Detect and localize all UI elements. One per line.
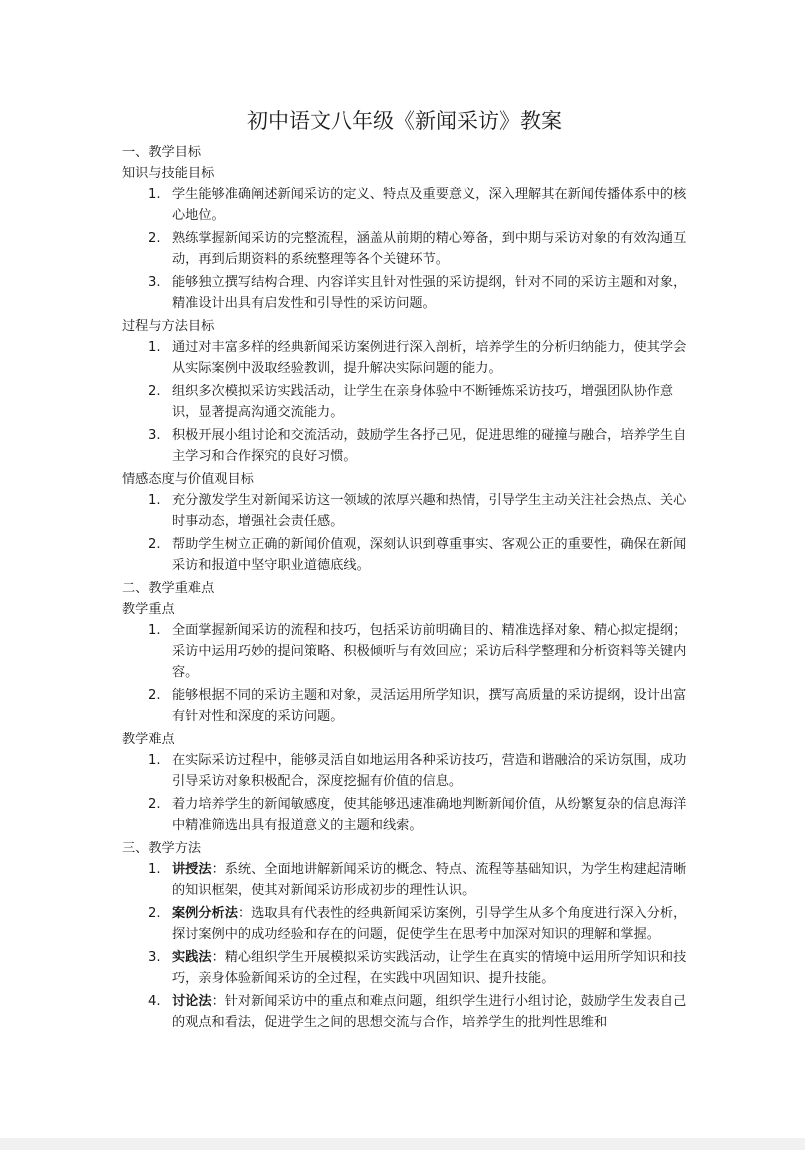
list-text: ：系统、全面地讲解新闻采访的概念、特点、流程等基础知识，为学生构建起清晰的知识框架，使其对新闻采访形成初步的理性认识。 — [172, 862, 687, 898]
list-text: 能够独立撰写结构合理、内容详实且针对性强的采访提纲，针对不同的采访主题和对象，精准设计出具有启发性和引导性的采访问题。 — [172, 275, 687, 311]
section-heading-key-difficult-points: 二、教学重难点 — [122, 581, 215, 596]
list-number: 2. — [148, 231, 161, 246]
list-number: 4. — [148, 994, 161, 1009]
list-number: 1. — [148, 187, 161, 202]
list-text: ：针对新闻采访中的重点和难点问题，组织学生进行小组讨论，鼓励学生发表自己的观点和看法，促进学生之间的思想交流与合作，培养学生的批判性思维和 — [172, 994, 687, 1030]
list-text: 学生能够准确阐述新闻采访的定义、特点及重要意义，深入理解其在新闻传播体系中的核心地位。 — [172, 187, 687, 223]
list-item — [122, 620, 687, 683]
list-text: 在实际采访过程中，能够灵活自如地运用各种采访技巧，营造和谐融洽的采访氛围，成功引导采访对象积极配合，深度挖掘有价值的信息。 — [172, 753, 687, 789]
list-item — [122, 490, 687, 532]
list-text: 组织多次模拟采访实践活动，让学生在亲身体验中不断锤炼采访技巧，增强团队协作意识，显著提高沟通交流能力。 — [172, 384, 674, 420]
list-item — [122, 425, 687, 467]
list-emotion-values — [122, 490, 687, 576]
list-number: 2. — [148, 537, 161, 552]
list-text: 通过对丰富多样的经典新闻采访案例进行深入剖析，培养学生的分析归纳能力，使其学会从实际案例中汲取经验教训，提升解决实际问题的能力。 — [172, 340, 687, 376]
section-heading-objectives: 一、教学目标 — [122, 145, 202, 160]
list-number: 1. — [148, 340, 161, 355]
list-process-methods — [122, 337, 687, 467]
list-number: 2. — [148, 384, 161, 399]
method-term: 实践法 — [172, 950, 212, 965]
list-text: ：选取具有代表性的经典新闻采访案例，引导学生从多个角度进行深入分析，探讨案例中的成功经验和存在的问题，促使学生在思考中加深对知识的理解和掌握。 — [172, 906, 687, 942]
list-number: 3. — [148, 950, 161, 965]
method-term: 案例分析法 — [172, 906, 238, 921]
list-text: 积极开展小组讨论和交流活动，鼓励学生各抒己见，促进思维的碰撞与融合，培养学生自主学习和合作探究的良好习惯。 — [172, 428, 687, 464]
list-number: 3. — [148, 275, 161, 290]
subheading-emotion-values: 情感态度与价值观目标 — [122, 472, 254, 487]
list-text: 熟练掌握新闻采访的完整流程，涵盖从前期的精心筹备，到中期与采访对象的有效沟通互动，再到后期资料的系统整理等各个关键环节。 — [172, 231, 687, 267]
list-item — [122, 991, 687, 1033]
list-item — [122, 794, 687, 836]
method-term: 讲授法 — [172, 862, 212, 877]
list-text: 充分激发学生对新闻采访这一领域的浓厚兴趣和热情，引导学生主动关注社会热点、关心时事动态，增强社会责任感。 — [172, 493, 687, 529]
list-knowledge-skills — [122, 184, 687, 314]
list-item — [122, 381, 687, 423]
subheading-knowledge-skills: 知识与技能目标 — [122, 166, 215, 181]
subheading-key-points: 教学重点 — [122, 602, 175, 617]
method-term: 讨论法 — [172, 994, 212, 1009]
list-number: 3. — [148, 428, 161, 443]
list-item — [122, 337, 687, 379]
list-text: 能够根据不同的采访主题和对象，灵活运用所学知识，撰写高质量的采访提纲，设计出富有针对性和深度的采访问题。 — [172, 688, 687, 724]
list-number: 1. — [148, 753, 161, 768]
list-number: 2. — [148, 688, 161, 703]
list-text: ：精心组织学生开展模拟采访实践活动，让学生在真实的情境中运用所学知识和技巧，亲身体验新闻采访的全过程，在实践中巩固知识、提升技能。 — [172, 950, 687, 986]
list-key-points — [122, 620, 687, 727]
list-item — [122, 903, 687, 945]
list-item — [122, 859, 687, 901]
list-number: 1. — [148, 493, 161, 508]
list-number: 2. — [148, 797, 161, 812]
subheading-difficult-points: 教学难点 — [122, 732, 175, 747]
list-item — [122, 947, 687, 989]
list-item — [122, 272, 687, 314]
subheading-process-methods: 过程与方法目标 — [122, 319, 215, 334]
list-item — [122, 685, 687, 727]
section-heading-teaching-methods: 三、教学方法 — [122, 841, 202, 856]
list-text: 着力培养学生的新闻敏感度，使其能够迅速准确地判断新闻价值，从纷繁复杂的信息海洋中精准筛选出具有报道意义的主题和线索。 — [172, 797, 687, 833]
list-teaching-methods — [122, 859, 687, 1033]
list-number: 2. — [148, 906, 161, 921]
list-item — [122, 228, 687, 270]
list-text: 帮助学生树立正确的新闻价值观，深刻认识到尊重事实、客观公正的重要性，确保在新闻采访和报道中坚守职业道德底线。 — [172, 537, 687, 573]
list-difficult-points — [122, 750, 687, 836]
list-item — [122, 184, 687, 226]
list-text: 全面掌握新闻采访的流程和技巧，包括采访前明确目的、精准选择对象、精心拟定提纲；采访中运用巧妙的提问策略、积极倾听与有效回应；采访后科学整理和分析资料等关键内容。 — [172, 623, 687, 680]
list-number: 1. — [148, 623, 161, 638]
document-title: 初中语文八年级《新闻采访》教案 — [247, 109, 562, 133]
list-item — [122, 750, 687, 792]
list-number: 1. — [148, 862, 161, 877]
list-item — [122, 534, 687, 576]
